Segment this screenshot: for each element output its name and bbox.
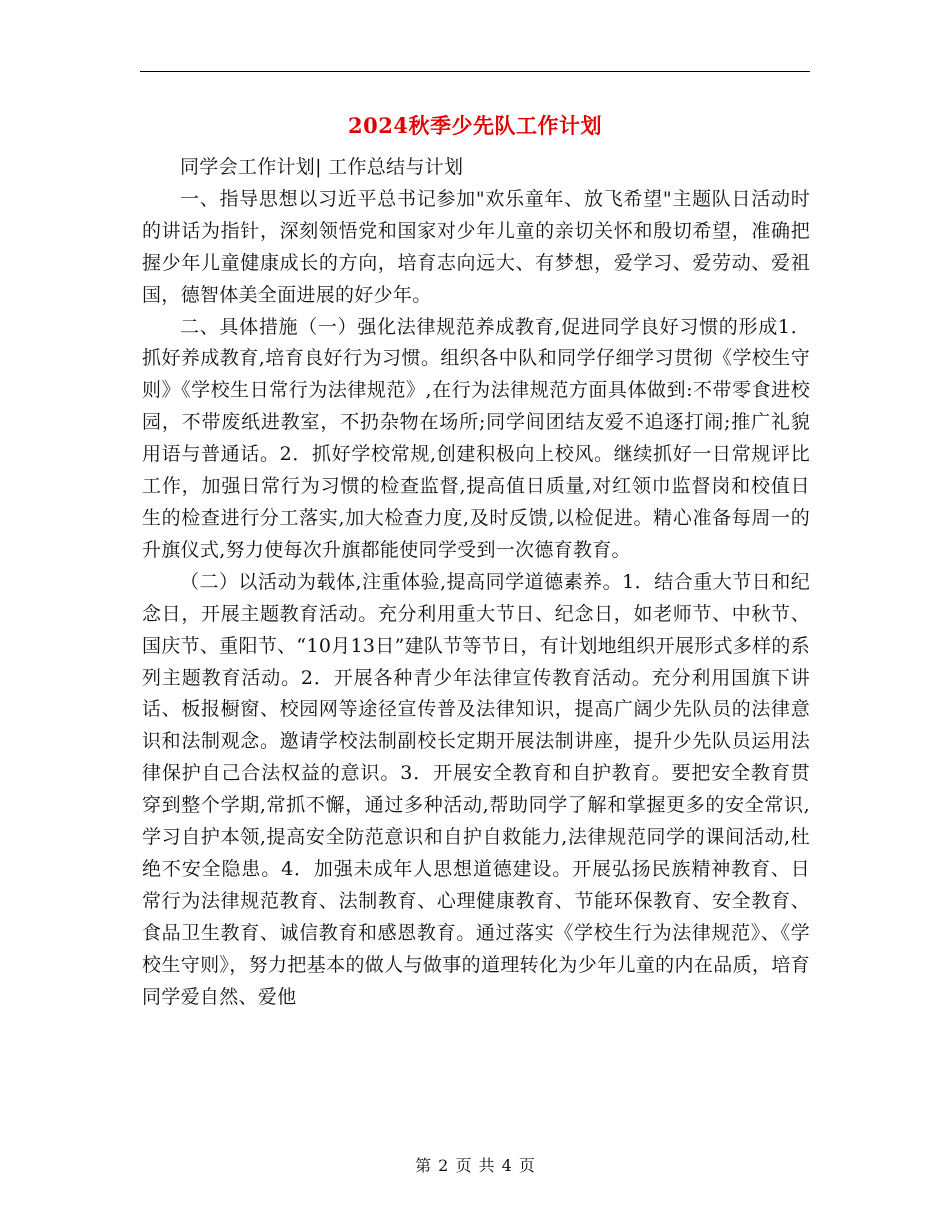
header-rule [140, 71, 810, 72]
document-title: 2024秋季少先队工作计划 [348, 113, 602, 138]
paragraph-guiding-ideology: 一、指导思想以习近平总书记参加"欢乐童年、放飞希望"主题队日活动时的讲话为指针，深刻领悟党和国家对少年儿童的亲切关怀和殷切希望，准确把握少年儿童健康成长的方向，培育志向远大、有梦想，爱学习、爱劳动、爱祖国，德智体美全面进展的好少年。 [142, 187, 810, 306]
paragraph-specific-measures: 二、具体措施（一）强化法律规范养成教育,促进同学良好习惯的形成1．抓好养成教育,培育良好行为习惯。组织各中队和同学仔细学习贯彻《学校生守则》《学校生日常行为法律规范》,在行为法律规范方面具体做到:不带零食进校园，不带废纸进教室，不扔杂物在场所;同学间团结友爱不追逐打闹;推广礼貌用语与普通话。2．抓好学校常规,创建积极向上校风。继续抓好一日常规评比工作，加强日常行为习惯的检查监督,提高值日质量,对红领巾监督岗和校值日生的检查进行分工落实,加大检查力度,及时反馈,以检促进。精心准备每周一的升旗仪式,努力使每次升旗都能使同学受到一次德育教育。 [142, 315, 810, 561]
page-number: 第 2 页 共 4 页 [415, 1156, 535, 1175]
document-body [142, 152, 810, 1013]
paragraph-activities: （二）以活动为载体,注重体验,提高同学道德素养。1．结合重大节日和纪念日，开展主题教育活动。充分利用重大节日、纪念日，如老师节、中秋节、国庆节、重阳节、“10月13日”建队节等节日，有计划地组织开展形式多样的系列主题教育活动。2．开展各种青少年法律宣传教育活动。充分利用国旗下讲话、板报橱窗、校园网等途径宣传普及法律知识，提高广阔少先队员的法律意识和法制观念。邀请学校法制副校长定期开展法制讲座，提升少先队员运用法律保护自己合法权益的意识。3．开展安全教育和自护教育。要把安全教育贯穿到整个学期,常抓不懈，通过多种活动,帮助同学了解和掌握更多的安全常识,学习自护本领,提高安全防范意识和自护自救能力,法律规范同学的课间活动,杜绝不安全隐患。4．加强未成年人思想道德建设。开展弘扬民族精神教育、日常行为法律规范教育、法制教育、心理健康教育、节能环保教育、安全教育、食品卫生教育、诚信教育和感恩教育。通过落实《学校生行为法律规范》、《学校生守则》，努力把基本的做人与做事的道理转化为少年儿童的内在品质，培育同学爱自然、爱他 [142, 570, 810, 1008]
subtitle-line: 同学会工作计划| 工作总结与计划 [180, 156, 464, 178]
